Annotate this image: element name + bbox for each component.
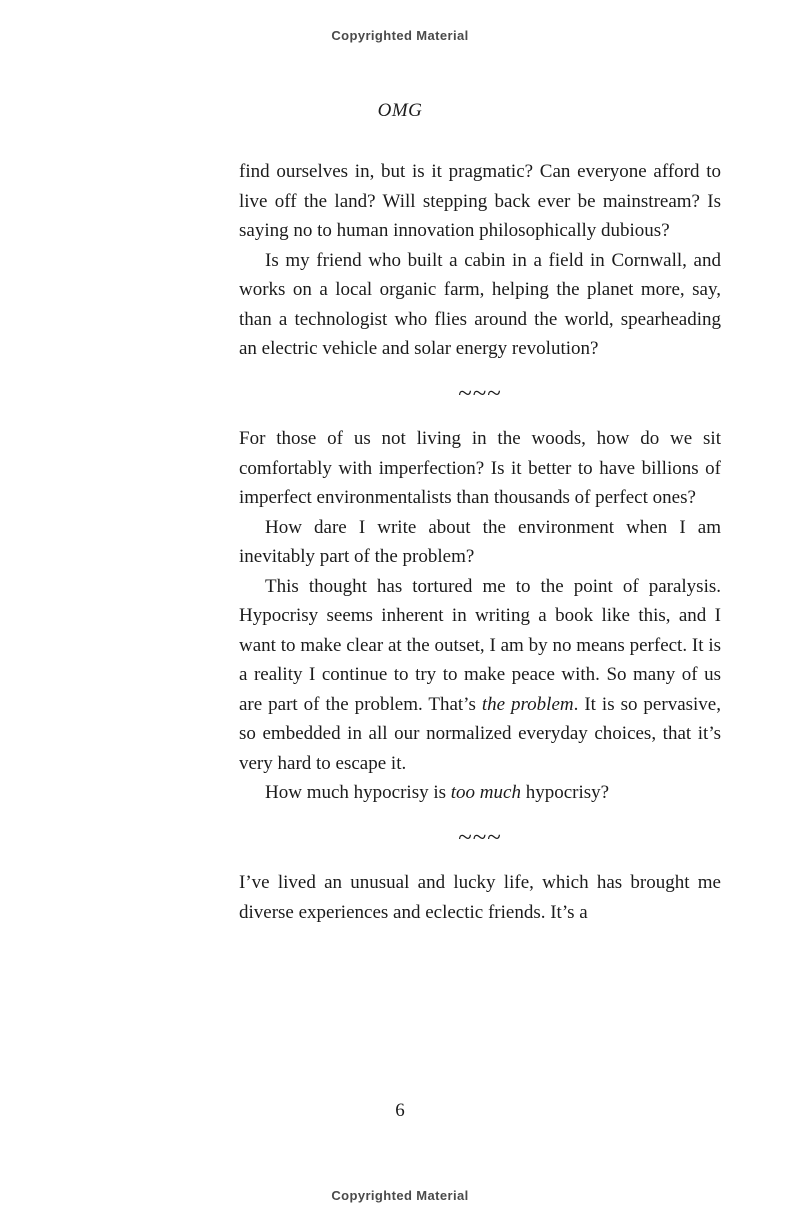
paragraph-segment: . It is so pervasive, so embedded in all our normalized everyday choices, that it’s very hard to escape it. xyxy=(239,693,721,774)
paragraph-segment: hypocrisy? xyxy=(520,782,610,803)
running-header: OMG xyxy=(377,100,423,121)
paragraph-segment-italic: the problem xyxy=(481,693,574,715)
paragraph xyxy=(239,572,721,779)
paragraph-segment: I’ve lived an unusual and lucky life, which has brought me diverse experiences and eclectic friends. It’s a xyxy=(239,872,721,923)
paragraph-segment: For those of us not living in the woods, how do we sit comfortably with imperfection? Is it better to have billions of imperfect environmentalists than thousands of perfect ones? xyxy=(239,428,721,508)
paragraph-segment: Is my friend who built a cabin in a field in Cornwall, and works on a local organic farm, helping the planet more, say, than a technologist who flies around the world, spearheading an electric vehicle and solar energy revolution? xyxy=(239,249,721,359)
page-number: 6 xyxy=(395,1100,405,1121)
copyright-notice-top: Copyrighted Material xyxy=(331,28,469,43)
paragraph-segment: find ourselves in, but is it pragmatic? Can everyone afford to live off the land? Will stepping back ever be mainstream? Is saying no to human innovation philosophically dubious? xyxy=(239,161,721,241)
page-body xyxy=(239,157,721,927)
paragraph-segment: This thought has tortured me to the point of paralysis. Hypocrisy seems inherent in writing a book like this, and I want to make clear at the outset, I am by no means perfect. It is a reality I continue to try to make peace with. So many of us are part of the problem. That’s xyxy=(239,575,721,715)
copyright-notice-bottom: Copyrighted Material xyxy=(331,1188,469,1203)
paragraph-segment-italic: too much xyxy=(450,782,521,803)
paragraph xyxy=(239,778,721,808)
paragraph-segment: How much hypocrisy is xyxy=(265,782,451,803)
paragraph xyxy=(239,157,721,246)
paragraph xyxy=(239,868,721,927)
paragraph xyxy=(239,424,721,513)
section-separator: ~~~ xyxy=(458,823,502,851)
paragraph xyxy=(239,513,721,572)
paragraph-segment: How dare I write about the environment when I am inevitably part of the problem? xyxy=(239,516,721,567)
paragraph xyxy=(239,246,721,364)
section-separator: ~~~ xyxy=(458,379,502,407)
